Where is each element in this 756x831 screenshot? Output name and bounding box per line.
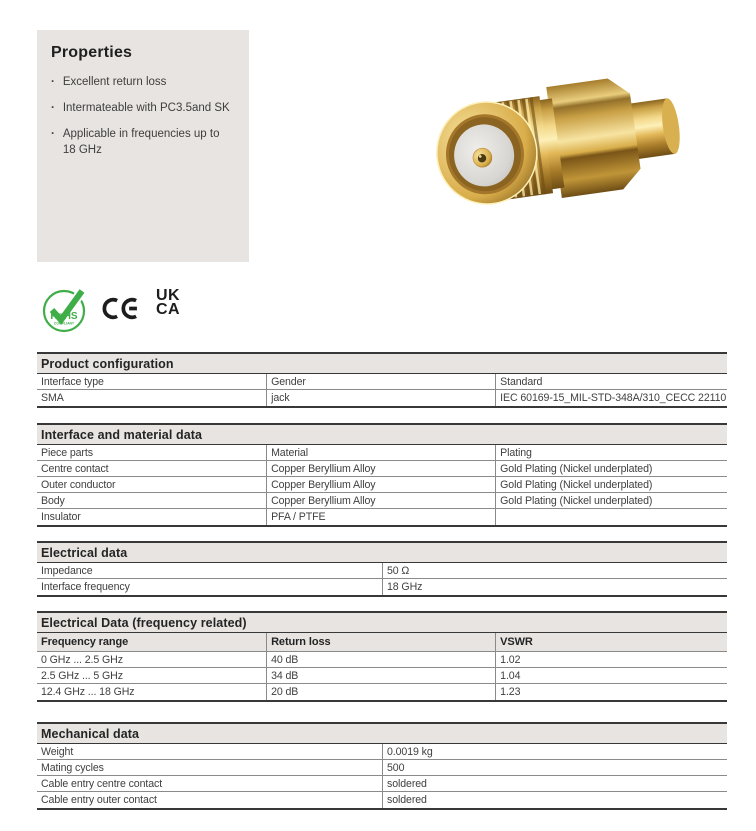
table-cell: soldered [382, 792, 727, 808]
table-cell: Standard [495, 374, 727, 389]
table-row [37, 509, 727, 525]
table-cell: 12.4 GHz ... 18 GHz [41, 686, 135, 698]
table-cell: Interface type [41, 375, 104, 388]
rohs-compliant-icon [40, 283, 88, 335]
table-row [37, 760, 727, 776]
table-row [37, 493, 727, 509]
table-cell: Weight [41, 745, 74, 758]
table-cell: Return loss [266, 633, 495, 651]
table-cell: 0 GHz ... 2.5 GHz [41, 653, 123, 666]
table-cell: 50 Ω [382, 563, 727, 578]
table-row [37, 652, 727, 668]
table-cell: Piece parts [41, 446, 93, 459]
table-cell: Impedance [41, 564, 93, 577]
table-cell: IEC 60169-15_MIL-STD-348A/310_CECC 22110 [495, 390, 727, 406]
table-cell: 2.5 GHz ... 5 GHz [41, 669, 123, 682]
table-cell: Outer conductor [41, 478, 116, 491]
table-title: Mechanical data [37, 724, 727, 744]
table-cell: 1.23 [495, 684, 727, 700]
table-cell: Body [41, 494, 65, 507]
table-body [37, 633, 727, 700]
table-body [37, 445, 727, 525]
table-cell: Insulator [41, 511, 81, 523]
table-mechanical-data [37, 722, 727, 810]
table-cell: 20 dB [266, 684, 495, 700]
properties-bullet-list [51, 74, 235, 158]
properties-bullet-item: · Intermateable with PC3.5and SK [51, 100, 235, 116]
table-title: Interface and material data [37, 425, 727, 445]
table-title: Electrical data [37, 543, 727, 563]
table-body [37, 744, 727, 808]
table-cell: Gold Plating (Nickel underplated) [495, 477, 727, 492]
table-product-configuration [37, 352, 727, 408]
table-header-row [37, 633, 727, 652]
table-cell: Copper Beryllium Alloy [266, 477, 495, 492]
svg-text:COMPLIANT: COMPLIANT [53, 321, 75, 326]
table-row [37, 684, 727, 700]
table-cell: Gender [266, 374, 495, 389]
table-cell: SMA [41, 392, 64, 404]
table-cell: Gold Plating (Nickel underplated) [495, 493, 727, 508]
table-cell: 1.04 [495, 668, 727, 683]
table-cell: VSWR [495, 633, 727, 651]
table-cell: 18 GHz [382, 579, 727, 595]
table-cell: Cable entry centre contact [41, 777, 163, 790]
svg-text:RoHS: RoHS [50, 311, 78, 322]
table-body [37, 563, 727, 595]
table-cell: Interface frequency [41, 581, 130, 593]
table-cell: 500 [382, 760, 727, 775]
table-cell: soldered [382, 776, 727, 791]
table-body [37, 374, 727, 406]
table-row [37, 445, 727, 461]
properties-bullet-item: · Applicable in frequencies up to 18 GHz [51, 126, 235, 158]
table-cell: Plating [495, 445, 727, 460]
table-cell: 34 dB [266, 668, 495, 683]
table-row [37, 563, 727, 579]
table-cell: Mating cycles [41, 761, 104, 774]
table-row [37, 374, 727, 390]
table-cell: 40 dB [266, 652, 495, 667]
table-row [37, 390, 727, 406]
table-row [37, 744, 727, 760]
table-cell: Frequency range [41, 636, 129, 648]
table-interface-material-data [37, 423, 727, 527]
table-row [37, 792, 727, 808]
table-electrical-data-frequency [37, 611, 727, 702]
table-cell: Material [266, 445, 495, 460]
properties-title: Properties [51, 44, 133, 61]
table-row [37, 461, 727, 477]
table-cell: jack [266, 390, 495, 406]
table-title: Electrical Data (frequency related) [37, 613, 727, 633]
table-cell: Gold Plating (Nickel underplated) [495, 461, 727, 476]
table-row [37, 477, 727, 493]
properties-bullet-item: · Excellent return loss [51, 74, 235, 90]
table-cell: Copper Beryllium Alloy [266, 461, 495, 476]
properties-panel [37, 30, 249, 262]
table-cell: 1.02 [495, 652, 727, 667]
table-cell: Cable entry outer contact [41, 794, 157, 806]
ukca-mark-icon: UK CA [156, 287, 181, 318]
table-cell [495, 509, 727, 525]
table-cell: Copper Beryllium Alloy [266, 493, 495, 508]
product-photo-sma-connector [428, 62, 690, 216]
table-electrical-data [37, 541, 727, 597]
ce-mark-icon [100, 292, 142, 325]
table-row [37, 668, 727, 684]
table-row [37, 579, 727, 595]
table-cell: 0.0019 kg [382, 744, 727, 759]
table-cell: PFA / PTFE [266, 509, 495, 525]
table-cell: Centre contact [41, 462, 109, 475]
table-row [37, 776, 727, 792]
table-title: Product configuration [37, 354, 727, 374]
